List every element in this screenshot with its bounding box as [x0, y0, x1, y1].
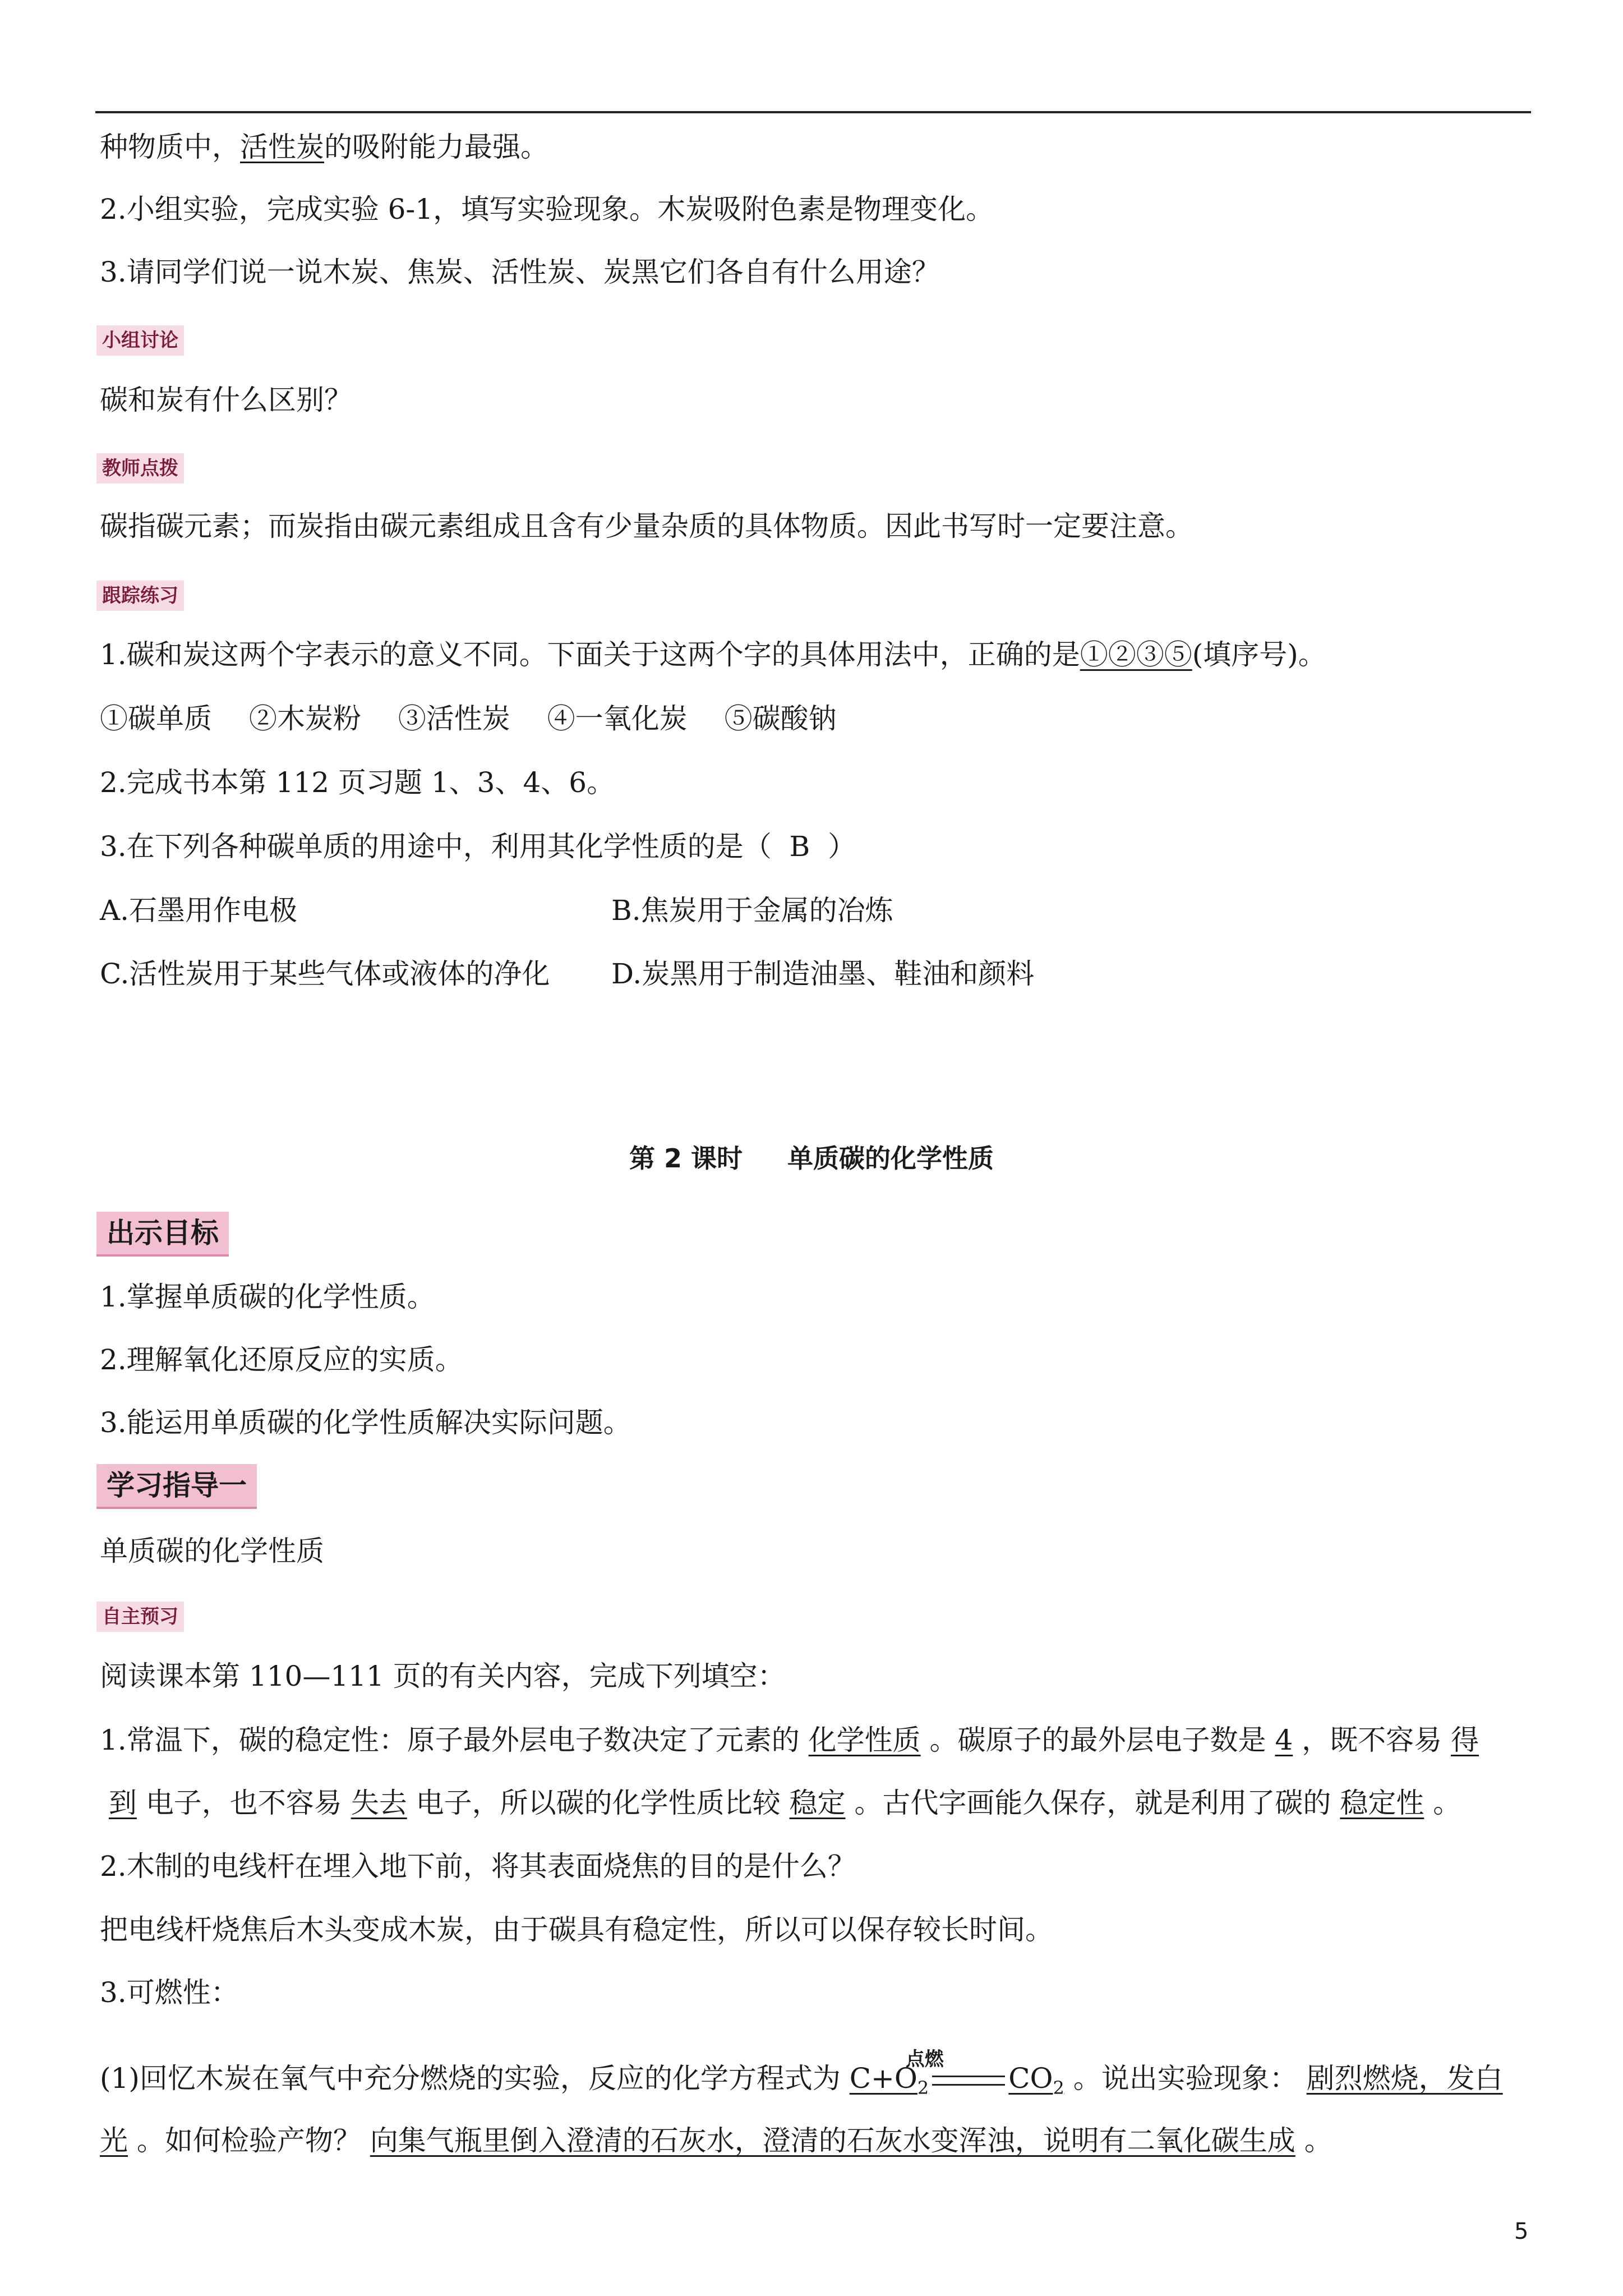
answer-blank: 光	[100, 2124, 128, 2157]
answer-blank: 活性炭	[240, 131, 324, 163]
header-rule	[95, 111, 1531, 113]
lesson-title: 第 2 课时 单质碳的化学性质	[629, 1143, 994, 1174]
equation-arrow	[932, 2076, 1005, 2086]
text-line: 到 电子，也不容易 失去 电子，所以碳的化学性质比较 稳定 。古代字画能久保存，就是利用了碳的 稳定性 。	[108, 1787, 1461, 1819]
text-line: 2.木制的电线杆在埋入地下前，将其表面烧焦的目的是什么？	[100, 1850, 856, 1883]
answer-blank: 失去	[351, 1787, 407, 1819]
page-number: 5	[1514, 2219, 1529, 2244]
section-goal: 出示目标	[96, 1212, 229, 1257]
goal-item: 2.理解氧化还原反应的实质。	[100, 1343, 463, 1376]
text-line: 阅读课本第 110—111 页的有关内容，完成下列填空：	[100, 1660, 786, 1692]
option-c: C.活性炭用于某些气体或液体的净化	[100, 958, 550, 990]
text-line: 3.在下列各种碳单质的用途中，利用其化学性质的是（ B ）	[100, 830, 856, 863]
text-line: 单质碳的化学性质	[100, 1535, 324, 1567]
text-line: 把电线杆烧焦后木头变成木炭，由于碳具有稳定性，所以可以保存较长时间。	[100, 1913, 1053, 1946]
goal-item: 3.能运用单质碳的化学性质解决实际问题。	[100, 1406, 631, 1439]
text-line: 1.碳和炭这两个字表示的意义不同。下面关于这两个字的具体用法中，正确的是①②③⑤(填序号)。	[100, 638, 1326, 671]
answer-blank: 到	[108, 1787, 137, 1819]
answer-blank: 得	[1451, 1724, 1479, 1756]
answer-blank: 稳定	[789, 1787, 846, 1819]
text-line: 1.常温下，碳的稳定性：原子最外层电子数决定了元素的 化学性质 。碳原子的最外层电子数是 4 ，既不容易 得	[100, 1724, 1479, 1756]
answer-blank: ①②③⑤	[1080, 638, 1192, 671]
answer-choice: B	[789, 830, 810, 863]
text-line: ①碳单质 ②木炭粉 ③活性炭 ④一氧化炭 ⑤碳酸钠	[100, 702, 837, 735]
tag-practice: 跟踪练习	[96, 581, 184, 611]
answer-blank: 化学性质	[808, 1724, 921, 1756]
text-line: 种物质中，活性炭的吸附能力最强。	[100, 131, 548, 163]
text-line: 3.可燃性：	[100, 1976, 239, 2009]
goal-item: 1.掌握单质碳的化学性质。	[100, 1281, 435, 1313]
answer-blank: 剧烈燃烧，发白	[1306, 2062, 1503, 2095]
section-guide1: 学习指导一	[96, 1464, 257, 1509]
answer-blank: 4	[1275, 1724, 1293, 1756]
option-a: A.石墨用作电极	[100, 894, 298, 927]
option-d: D.炭黑用于制造油墨、鞋油和颜料	[611, 958, 1035, 990]
text-line: (1)回忆木炭在氧气中充分燃烧的实验，反应的化学方程式为 $C+O_2$ 点燃 $CO_2$ 。说出实验现象： 剧烈燃烧，发白	[100, 2062, 1503, 2105]
tag-discuss: 小组讨论	[96, 325, 184, 356]
answer-blank: 稳定性	[1340, 1787, 1424, 1819]
tag-teacher: 教师点拨	[96, 453, 184, 484]
answer-blank: 向集气瓶里倒入澄清的石灰水，澄清的石灰水变浑浊，说明有二氧化碳生成	[370, 2124, 1295, 2157]
text-line: 3.请同学们说一说木炭、焦炭、活性炭、炭黑它们各自有什么用途？	[100, 256, 940, 288]
option-b: B.焦炭用于金属的冶炼	[611, 894, 893, 927]
text-line: 2.小组实验，完成实验 6-1，填写实验现象。木炭吸附色素是物理变化。	[100, 193, 994, 226]
text-line: 碳和炭有什么区别？	[100, 384, 352, 416]
chemical-equation: $C+O_2$ 点燃 $CO_2$	[849, 2048, 1064, 2099]
text-line: 碳指碳元素；而炭指由碳元素组成且含有少量杂质的具体物质。因此书写时一定要注意。	[100, 510, 1193, 542]
text-line: 2.完成书本第 112 页习题 1、3、4、6。	[100, 766, 615, 799]
text-line: 光 。如何检验产物？ 向集气瓶里倒入澄清的石灰水，澄清的石灰水变浑浊，说明有二氧化碳生成 。	[100, 2124, 1332, 2157]
tag-preview: 自主预习	[96, 1602, 184, 1632]
